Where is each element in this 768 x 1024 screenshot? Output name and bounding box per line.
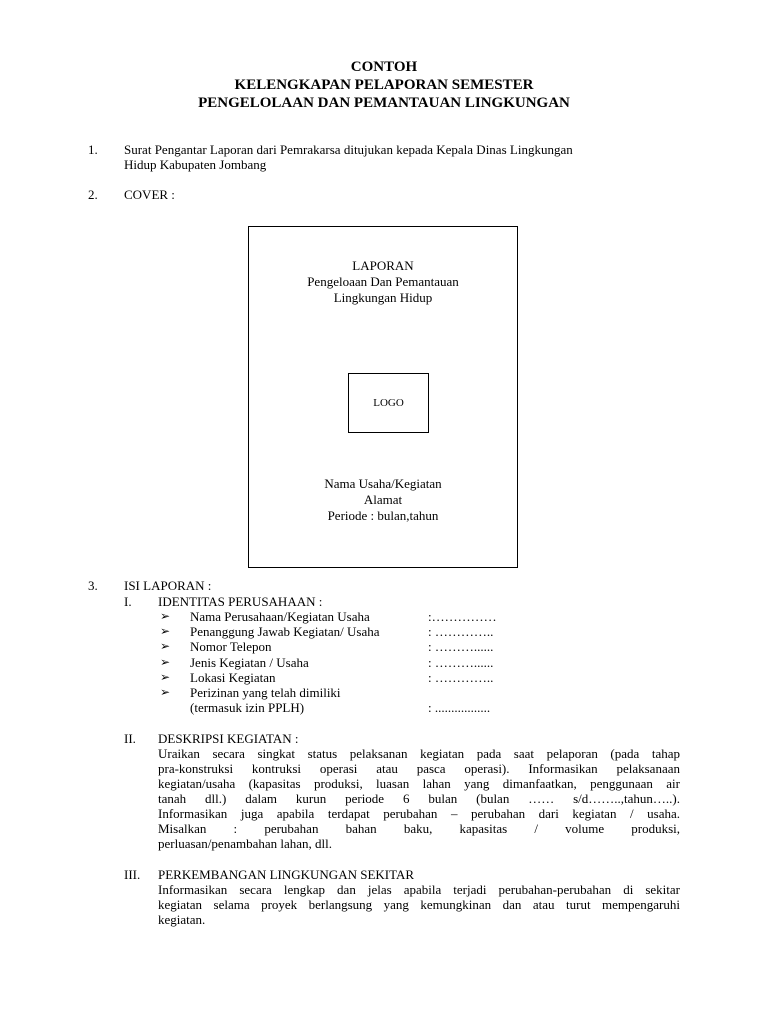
- field-label: Penanggung Jawab Kegiatan/ Usaha: [190, 624, 380, 639]
- bullet-arrow-icon: ➢: [160, 670, 171, 684]
- paragraph-line: kegiatan selama proyek berlangsung yang kemungkinan dan atau turut mempengaruhi: [158, 897, 680, 912]
- item-1-text-line-1: Surat Pengantar Laporan dari Pemrakarsa ditujukan kepada Kepala Dinas Lingkungan: [124, 142, 573, 157]
- document-title-line-1: CONTOH: [350, 59, 418, 75]
- paragraph-line: Misalkan : perubahan bahan baku, kapasitas / volume produksi,: [158, 821, 680, 836]
- field-value: :……………: [428, 609, 497, 624]
- section-1-numeral: I.: [124, 594, 132, 609]
- item-3-number: 3.: [88, 578, 98, 593]
- paragraph-line: pra-konstruksi kontruksi operasi atau pasca operasi). Informasikan pelaksanaan: [158, 761, 680, 776]
- document-title-line-2: KELENGKAPAN PELAPORAN SEMESTER: [234, 77, 534, 93]
- item-3-label: ISI LAPORAN :: [124, 578, 212, 593]
- section-3-title: PERKEMBANGAN LINGKUNGAN SEKITAR: [158, 867, 415, 882]
- bullet-arrow-icon: ➢: [160, 624, 171, 638]
- section-2-title: DESKRIPSI KEGIATAN :: [158, 731, 299, 746]
- field-label: Nomor Telepon: [190, 639, 272, 654]
- section-2-paragraph: [158, 746, 680, 851]
- cover-line-4: Nama Usaha/Kegiatan: [324, 476, 442, 491]
- item-2-label: COVER :: [124, 187, 175, 202]
- field-label: Jenis Kegiatan / Usaha: [190, 655, 309, 670]
- field-label: Perizinan yang telah dimiliki: [190, 685, 341, 700]
- bullet-arrow-icon: ➢: [160, 655, 171, 669]
- section-2-numeral: II.: [124, 731, 136, 746]
- item-2-number: 2.: [88, 187, 98, 202]
- paragraph-line: Uraikan secara singkat status pelaksanan kegiatan pada saat pelaporan (pada tahap: [158, 746, 680, 761]
- paragraph-line: tanah dll.) dalam kurun periode 6 bulan (bulan …… s/d……..,tahun…..).: [158, 791, 680, 806]
- paragraph-line: perluasan/penambahan lahan, dll.: [158, 836, 332, 851]
- field-label: Lokasi Kegiatan: [190, 670, 276, 685]
- field-value: : …………..: [428, 670, 494, 685]
- logo-placeholder: [348, 373, 429, 433]
- cover-line-3: Lingkungan Hidup: [333, 290, 433, 305]
- bullet-arrow-icon: ➢: [160, 639, 171, 653]
- cover-line-2: Pengeloaan Dan Pemantauan: [307, 274, 459, 289]
- item-1-text-line-2: Hidup Kabupaten Jombang: [124, 157, 267, 172]
- field-label: Nama Perusahaan/Kegiatan Usaha: [190, 609, 370, 624]
- paragraph-line: Informasikan secara lengkap dan jelas apabila terjadi perubahan-perubahan di sekitar: [158, 882, 680, 897]
- document-title-line-3: PENGELOLAAN DAN PEMANTAUAN LINGKUNGAN: [198, 95, 570, 111]
- logo-label: LOGO: [373, 396, 404, 409]
- cover-line-6: Periode : bulan,tahun: [327, 508, 439, 523]
- cover-line-5: Alamat: [363, 492, 403, 507]
- section-3-paragraph: [158, 882, 680, 927]
- section-3-numeral: III.: [124, 867, 141, 882]
- paragraph-line: Informasikan juga apabila terdapat perubahan – perubahan dari kegiatan / usaha.: [158, 806, 680, 821]
- bullet-arrow-icon: ➢: [160, 609, 171, 623]
- cover-line-1: LAPORAN: [352, 258, 414, 273]
- paragraph-line: kegiatan.: [158, 912, 206, 927]
- bullet-arrow-icon: ➢: [160, 685, 171, 699]
- cover-sample-box: [248, 226, 518, 568]
- field-label-continued: (termasuk izin PPLH): [190, 700, 305, 715]
- field-value: : .................: [428, 700, 491, 715]
- field-value: : ………......: [428, 639, 494, 654]
- paragraph-line: kegiatan/usaha (kapasitas produksi, luasan lahan yang dimanfaatkan, penggunaan air: [158, 776, 680, 791]
- item-1-number: 1.: [88, 142, 98, 157]
- section-1-title: IDENTITAS PERUSAHAAN :: [158, 594, 323, 609]
- field-value: : …………..: [428, 624, 494, 639]
- field-value: : ………......: [428, 655, 494, 670]
